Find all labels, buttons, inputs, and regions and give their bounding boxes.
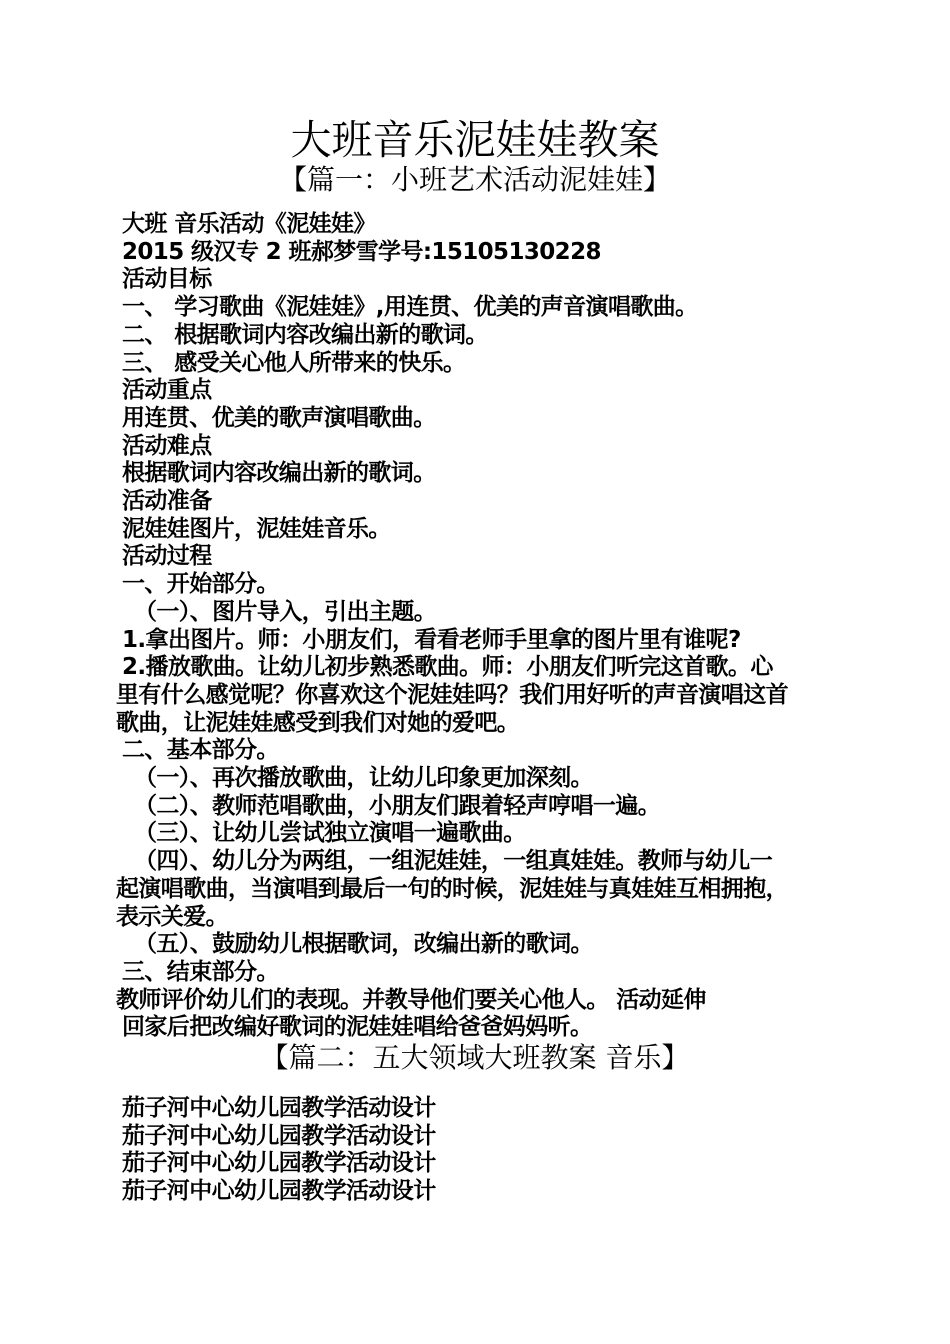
process-label: 活动过程: [122, 543, 212, 570]
part-two-step-2: （二）、教师范唱歌曲，小朋友们跟着轻声哼唱一遍。: [134, 792, 661, 819]
focus-text: 用连贯、优美的歌声演唱歌曲。: [122, 404, 436, 431]
kindergarten-design-line-2: 茄子河中心幼儿园教学活动设计: [122, 1122, 436, 1149]
part-two-step-4-line-1: （四）、幼儿分为两组，一组泥娃娃，一组真娃娃。教师与幼儿一: [134, 848, 773, 875]
section-two-body: [116, 1095, 840, 1206]
part-one-item-1: 1.拿出图片。师：小朋友们，看看老师手里拿的图片里有谁呢?: [122, 626, 741, 653]
preparation-label: 活动准备: [122, 488, 212, 515]
part-two-step-5: （五）、鼓励幼儿根据歌词，改编出新的歌词。: [134, 931, 593, 958]
difficulty-text: 根据歌词内容改编出新的歌词。: [122, 460, 436, 487]
objective-1: 一、 学习歌曲《泥娃娃》,用连贯、优美的声音演唱歌曲。: [122, 294, 698, 321]
kindergarten-design-line-1: 茄子河中心幼儿园教学活动设计: [122, 1095, 436, 1121]
part-one-item-2-line-1: 2.播放歌曲。让幼儿初步熟悉歌曲。师：小朋友们听完这首歌。心: [122, 654, 773, 681]
document-title: 大班音乐泥娃娃教案: [290, 116, 660, 164]
section-one-body: [116, 211, 840, 1042]
part-three-heading: 三、结束部分。: [122, 958, 279, 985]
extension-text: 回家后把改编好歌词的泥娃娃唱给爸爸妈妈听。: [122, 1014, 593, 1041]
class-info-line: 2015 级汉专 2 班郝梦雪学号:15105130228: [122, 238, 601, 265]
section-two-heading: 【篇二：五大领域大班教案 音乐】: [260, 1041, 690, 1074]
activity-title-line: 大班 音乐活动《泥娃娃》: [122, 211, 376, 237]
preparation-text: 泥娃娃图片，泥娃娃音乐。: [122, 515, 391, 542]
part-three-text: 教师评价幼儿们的表现。并教导他们要关心他人。 活动延伸: [116, 986, 706, 1013]
part-two-step-4-line-3: 表示关爱。: [116, 903, 229, 930]
kindergarten-design-line-4: 茄子河中心幼儿园教学活动设计: [122, 1178, 436, 1205]
difficulty-label: 活动难点: [122, 432, 212, 459]
part-two-step-1: （一）、再次播放歌曲，让幼儿印象更加深刻。: [134, 765, 593, 792]
kindergarten-design-line-3: 茄子河中心幼儿园教学活动设计: [122, 1150, 436, 1177]
objective-3: 三、 感受关心他人所带来的快乐。: [122, 349, 466, 376]
focus-label: 活动重点: [122, 377, 212, 404]
section-one-heading: 【篇一：小班艺术活动泥娃娃】: [278, 163, 671, 196]
objectives-label: 活动目标: [122, 266, 212, 293]
part-one-heading: 一、开始部分。: [122, 571, 279, 598]
part-two-step-3: （三）、让幼儿尝试独立演唱一遍歌曲。: [134, 820, 526, 847]
part-two-step-4-line-2: 起演唱歌曲，当演唱到最后一句的时候，泥娃娃与真娃娃互相拥抱，: [116, 875, 789, 902]
part-one-step-1: （一）、图片导入，引出主题。: [134, 598, 437, 625]
part-two-heading: 二、基本部分。: [122, 737, 279, 764]
part-one-item-2-line-3: 歌曲，让泥娃娃感受到我们对她的爱吧。: [116, 709, 520, 736]
part-one-item-2-line-2: 里有什么感觉呢？你喜欢这个泥娃娃吗？我们用好听的声音演唱这首: [116, 681, 789, 708]
objective-2: 二、 根据歌词内容改编出新的歌词。: [122, 321, 488, 348]
